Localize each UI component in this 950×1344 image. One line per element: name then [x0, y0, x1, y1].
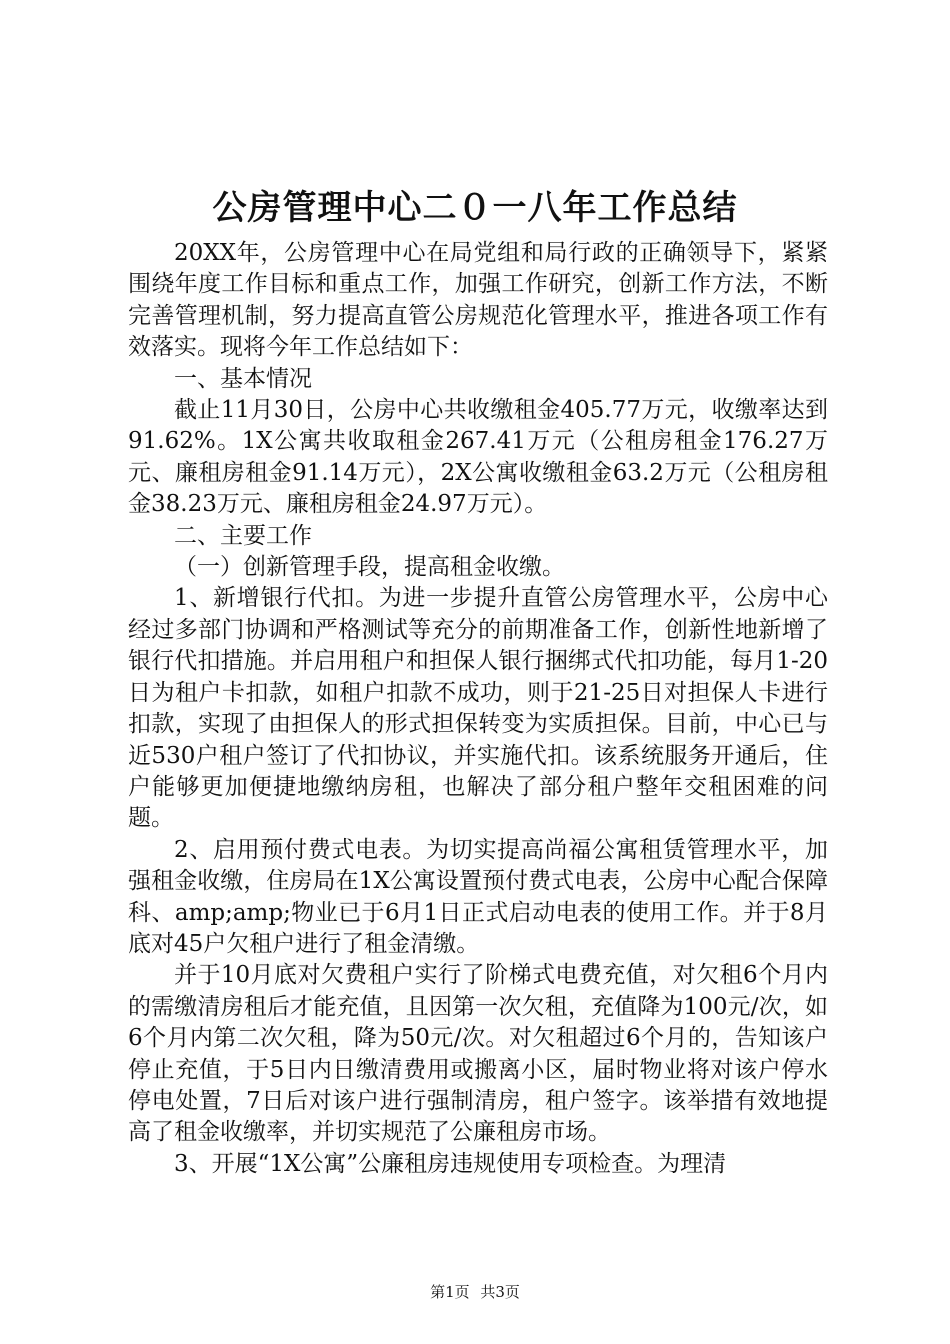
item-prepaid-meter: 2、启用预付费式电表。为切实提高尚福公寓租赁管理水平，加强租金收缴，住房局在1X公寓设置预付费式电表，公房中心配合保障科、amp;amp;物业已于6月1日正式启动电表的使用工作。并于8月底对45户欠租户进行了租金清缴。 [128, 836, 828, 957]
basic-paragraph: 截止11月30日，公房中心共收缴租金405.77万元，收缴率达到91.62%。1X公寓共收取租金267.41万元（公租房租金176.27万元、廉租房租金91.14万元），2X公寓收缴租金63.2万元（公租房租金38.23万元、廉租房租金24.97万元）。 [128, 397, 828, 518]
item-bank-deduction: 1、新增银行代扣。为进一步提升直管公房管理水平，公房中心经过多部门协调和严格测试等充分的前期准备工作，创新性地新增了银行代扣措施。并启用租户和担保人银行捆绑式代扣功能，每月1-20日为租户卡扣款，如租户扣款不成功，则于21-25日对担保人卡进行扣款，实现了由担保人的形式担保转变为实质担保。目前，中心已与近530户租户签订了代扣协议，并实施代扣。该系统服务开通后，住户能够更加便捷地缴纳房租，也解决了部分租户整年交租困难的问题。 [128, 585, 828, 832]
item-special-inspection: 3、开展“1X公寓”公廉租房违规使用专项检查。为理清 [174, 1150, 727, 1177]
page-number: 第1页 [430, 1283, 470, 1301]
intro-paragraph: 20XX年，公房管理中心在局党组和局行政的正确领导下，紧紧围绕年度工作目标和重点工作，加强工作研究，创新工作方法，不断完善管理机制，努力提高直管公房规范化管理水平，推进各项工作有效落实。现将今年工作总结如下： [128, 240, 828, 361]
page-footer [0, 1282, 950, 1302]
document-body [128, 238, 828, 1180]
section-heading-basic: 一、基本情况 [174, 365, 312, 392]
document-title: 公房管理中心二０一八年工作总结 [212, 188, 738, 228]
subsection-heading: （一）创新管理手段，提高租金收缴。 [174, 554, 565, 581]
item-tiered-charging: 并于10月底对欠费租户实行了阶梯式电费充值，对欠租6个月内的需缴清房租后才能充值，且因第一次欠租，充值降为100元/次，如6个月内第二次欠租，降为50元/次。对欠租超过6个月的，告知该户停止充值，于5日内日缴清费用或搬离小区，届时物业将对该户停水停电处置，7日后对该户进行强制清房，租户签字。该举措有效地提高了租金收缴率，并切实规范了公廉租房市场。 [128, 962, 828, 1146]
section-heading-main: 二、主要工作 [174, 522, 312, 549]
page-total: 共3页 [480, 1283, 520, 1301]
